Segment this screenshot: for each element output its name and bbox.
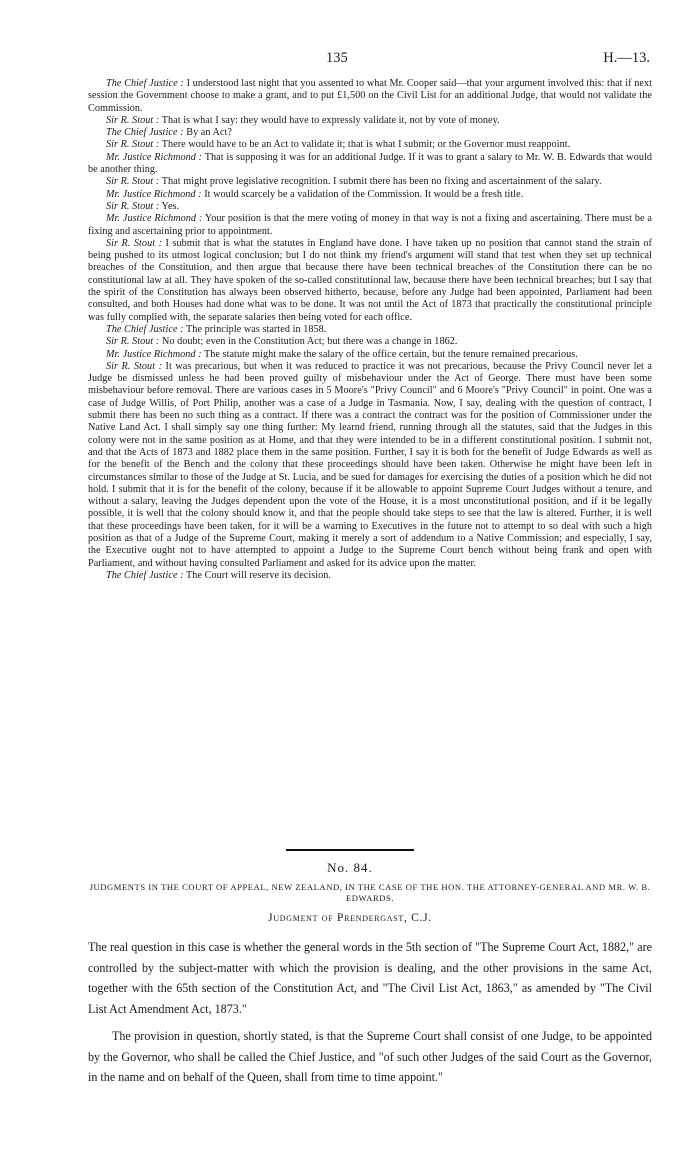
speaker-name: The Chief Justice :: [106, 78, 184, 89]
speaker-name: Sir R. Stout :: [106, 139, 160, 151]
speaker-name: The Chief Justice :: [106, 569, 184, 581]
transcript-paragraph: [88, 349, 652, 361]
transcript-paragraph: [88, 361, 652, 570]
document-number: No. 84.: [327, 860, 373, 875]
speaker-name: Sir R. Stout :: [106, 114, 160, 126]
speech-text: That is supposing it was for an additional Judge. If it was to grant a salary to Mr. W. B. Edwards that would be another thing.: [88, 151, 653, 176]
speaker-name: Sir R. Stout :: [106, 200, 160, 212]
judgment-title: JUDGMENTS IN THE COURT OF APPEAL, NEW ZEALAND, IN THE CASE OF THE HON. THE ATTORNEY-GENERAL AND MR. W. B. EDWARDS.: [89, 882, 651, 903]
speech-text: I submit that is what the statutes in England have done. I have taken up no position that cannot stand the strain of being pushed to its utmost logical conclusion; but I do not think my friend's argument will stand that test when they set up technical breaches of the Constitution, and then argue that because there have been technical breaches of the Constitution there can be no constitutional law at all. They have spoken of the so-called constitutional law, because there have been technical breaches; but I say that the spirit of the Constitution has always been observed hitherto, because, before any Judge had been appointed, Parliament had been consulted, and both Houses had done what was to be done. It was not until the Act of 1873 that practically the constitutional principle was fully complied with, the separate salaries then being voted for each office.: [88, 237, 652, 323]
speech-text: The principle was started in 1858.: [183, 323, 327, 335]
transcript-paragraph: [88, 115, 652, 127]
judgment-paragraph: The provision in question, shortly stated, is that the Supreme Court shall consist of one Judge, to be appointed by the Governor, who shall be called the Chief Justice, and "of such other Judges of the said Court as the Governor, in the name and on behalf of the Queen, shall from time to time appoint.": [88, 1029, 652, 1084]
speech-text: It was precarious, but when it was reduced to practice it was not precarious, because the Privy Council never let a Judge be dismissed unless he had been proved guilty of misbehaviour under the Act of George. There must have been some misbehaviour before removal. There are various cases in 5 Moore's "Privy Council" and 6 Moore's "Privy Council" in point. One was a case of Judge Willis, of Port Philip, another was a case of a Judge in Tasmania. Now, I say, dealing with the question of contract, I submit there has been no such thing as a contract. If there was a contract the contract was for the position of Commissioner under the Native Land Act. I shall simply say one thing further: My learnd friend, running through all the statutes, said that the Judges in this colony were not in the same position as at Home, and that they were intended to be in a different constitutional position. I submit not, and that the Acts of 1873 and 1882 place them in the same position. Further, I say it is both for the benefit of Judge Edwards as well as for the benefit of the Bench and the colony that these proceedings should have been taken. Otherwise he might have been left in circumstances similar to those of the Judge at St. Lucia, and be sued for damages for exercising the duties of a position which he did not hold. I submit that it is for the benefit of the colony, because if it be allowable to appoint Supreme Court Judges without a tenure, and without a salary, leaving the Judges dependent upon the vote of the House, it is a most unconstitutional position, and if it be legally possible, it is well that the colony should know it, and that the people should take steps to see that the law is altered. Further, it is well that these proceedings have been taken, for it will be a warning to Executives in the future not to attempt to so deal with such a high position as that of a Judge of the Supreme Court, making it merely a sort of addendum to a Native Commission; and especially, I say, the Executive ought not to have attempted to appoint a Judge to the Supreme Court bench without being frank and open with Parliament, and without having consulted Parliament and asked for its advice upon the matter.: [88, 360, 652, 569]
page-number: 135: [326, 50, 348, 66]
page-header: [0, 50, 700, 70]
judgment-body: [88, 937, 652, 1095]
transcript-paragraph: [88, 238, 652, 324]
transcript-paragraph: [88, 213, 652, 238]
transcript-paragraph: [88, 324, 652, 336]
speech-text: The statute might make the salary of the office certain, but the tenure remained precarious.: [201, 348, 578, 360]
speech-text: That is what I say: they would have to expressly validate it, not by vote of money.: [159, 114, 500, 126]
speaker-name: Mr. Justice Richmond :: [106, 151, 203, 163]
speaker-name: Mr. Justice Richmond :: [106, 188, 202, 200]
transcript-paragraph: [88, 176, 652, 188]
judgment-heading: Judgment of Prendergast, C.J.: [268, 912, 432, 924]
speech-text: It would scarcely be a validation of the Commission. It would be a fresh title.: [201, 188, 524, 200]
transcript-paragraph: [88, 570, 652, 582]
speech-text: Your position is that the mere voting of money in that way is not a fixing and ascertaining. There must be a fixing and ascertaining prior to appointment.: [88, 213, 653, 237]
speech-text: That might prove legislative recognition. I submit there has been no fixing and ascertainment of the salary.: [159, 176, 602, 188]
transcript-paragraph: [88, 201, 652, 213]
speaker-name: Sir R. Stout :: [106, 360, 163, 372]
speech-text: The Court will reserve its decision.: [183, 569, 331, 581]
transcript-paragraph: [88, 336, 652, 348]
speaker-name: Sir R. Stout :: [106, 237, 163, 249]
speaker-name: The Chief Justice :: [106, 127, 184, 139]
transcript-paragraph: [88, 139, 652, 151]
speaker-name: Sir R. Stout :: [106, 176, 160, 188]
speech-text: No doubt; even in the Constitution Act; but there was a change in 1862.: [159, 336, 458, 348]
speech-text: Yes.: [159, 200, 180, 212]
speaker-name: The Chief Justice :: [106, 323, 184, 335]
transcript-paragraph: [88, 78, 652, 115]
judgment-paragraph: The real question in this case is whether the general words in the 5th section of "The Supreme Court Act, 1882," are controlled by the subject-matter with which the provision is dealing, and the other provisions in the same Act, together with the 65th section of the Constitution Act, and "The Civil List Act, 1863," as amended by "The Civil List Act Amendment Act, 1873.": [88, 940, 652, 1016]
speech-text: By an Act?: [183, 127, 232, 139]
hearing-transcript: [88, 78, 652, 582]
transcript-paragraph: [88, 127, 652, 139]
speaker-name: Mr. Justice Richmond :: [106, 348, 202, 360]
document-reference: H.—13.: [603, 50, 650, 66]
speaker-name: Sir R. Stout :: [106, 336, 160, 348]
section-divider: [286, 849, 414, 851]
speaker-name: Mr. Justice Richmond :: [106, 213, 203, 225]
transcript-paragraph: [88, 189, 652, 201]
transcript-paragraph: [88, 152, 652, 177]
speech-text: There would have to be an Act to validate it; that is what I submit; or the Governor must reappoint.: [159, 139, 571, 151]
speech-text: I understood last night that you assented to what Mr. Cooper said—that your argument involved this: that if next session the Government choose to make a grant, and to put £1,500 on the Civil List for an additional Judge, that would not validate the Commission.: [88, 78, 652, 114]
